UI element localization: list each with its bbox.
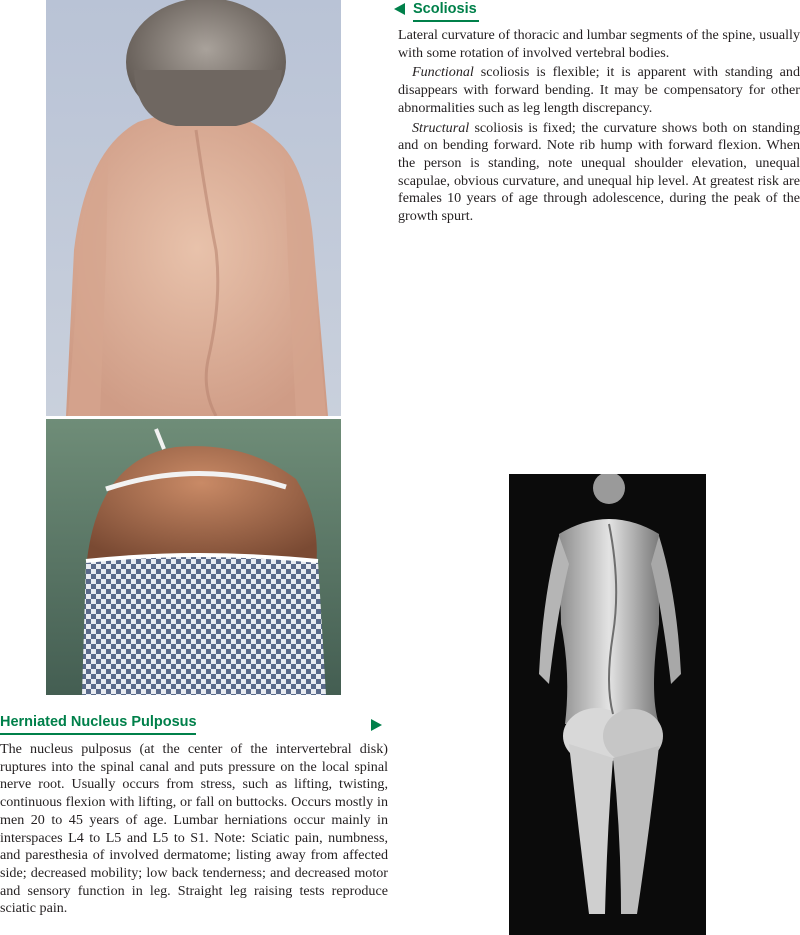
functional-term: Functional bbox=[412, 64, 474, 81]
arrow-right-icon bbox=[371, 719, 382, 731]
scoliosis-paragraph-2 bbox=[398, 64, 800, 117]
herniated-heading-rule bbox=[0, 733, 196, 735]
photo-standing-back-scoliosis bbox=[46, 0, 341, 416]
arrow-left-icon bbox=[394, 3, 405, 15]
herniated-body bbox=[0, 741, 388, 920]
structural-term: Structural bbox=[412, 119, 470, 136]
herniated-paragraph-1: The nucleus pulposus (at the center of the intervertebral disk) ruptures into the spinal canal and puts pressure on the local spinal nerve root. Usually occurs from stress, such as lifting, twisting, continuous flexion with lifting, or fall on buttocks. Occurs mostly in men 20 to 45 years of age. Lumbar herniations occur mainly in interspaces L4 to L5 and L5 to S1. Note: Sciatic pain, numbness, and paresthesia of involved dermatome; listing away from affected side; decreased mobility; low back tenderness; and decreased motor and sensory function in leg. Straight leg raising tests reproduce sciatic pain. bbox=[0, 741, 388, 917]
scoliosis-heading-text: Scoliosis bbox=[413, 1, 477, 17]
scoliosis-paragraph-1: Lateral curvature of thoracic and lumbar segments of the spine, usually with some rotation of involved vertebral bodies. bbox=[398, 27, 800, 61]
herniated-heading-text: Herniated Nucleus Pulposus bbox=[0, 714, 197, 730]
photo-bw-standing-back bbox=[509, 474, 706, 935]
functional-description: scoliosis is flexible; it is apparent with standing and disappears with forward bending. It may be compensatory for other abnormalities such as leg length discrepancy. bbox=[398, 64, 800, 116]
herniated-heading bbox=[0, 714, 197, 730]
photo-forward-bend-rib-hump bbox=[46, 419, 341, 695]
scoliosis-heading bbox=[394, 1, 477, 17]
scoliosis-paragraph-3 bbox=[398, 120, 800, 226]
scoliosis-heading-rule bbox=[413, 20, 479, 22]
structural-description: scoliosis is fixed; the curvature shows both on standing and on bending forward. Note rib hump with forward flexion. When the person is standing, note unequal shoulder elevation, unequal scapulae, obvious curvature, and unequal hip level. At greatest risk are females 10 years of age through adolescence, during the peak of the growth spurt. bbox=[398, 119, 800, 225]
scoliosis-body bbox=[398, 27, 800, 228]
